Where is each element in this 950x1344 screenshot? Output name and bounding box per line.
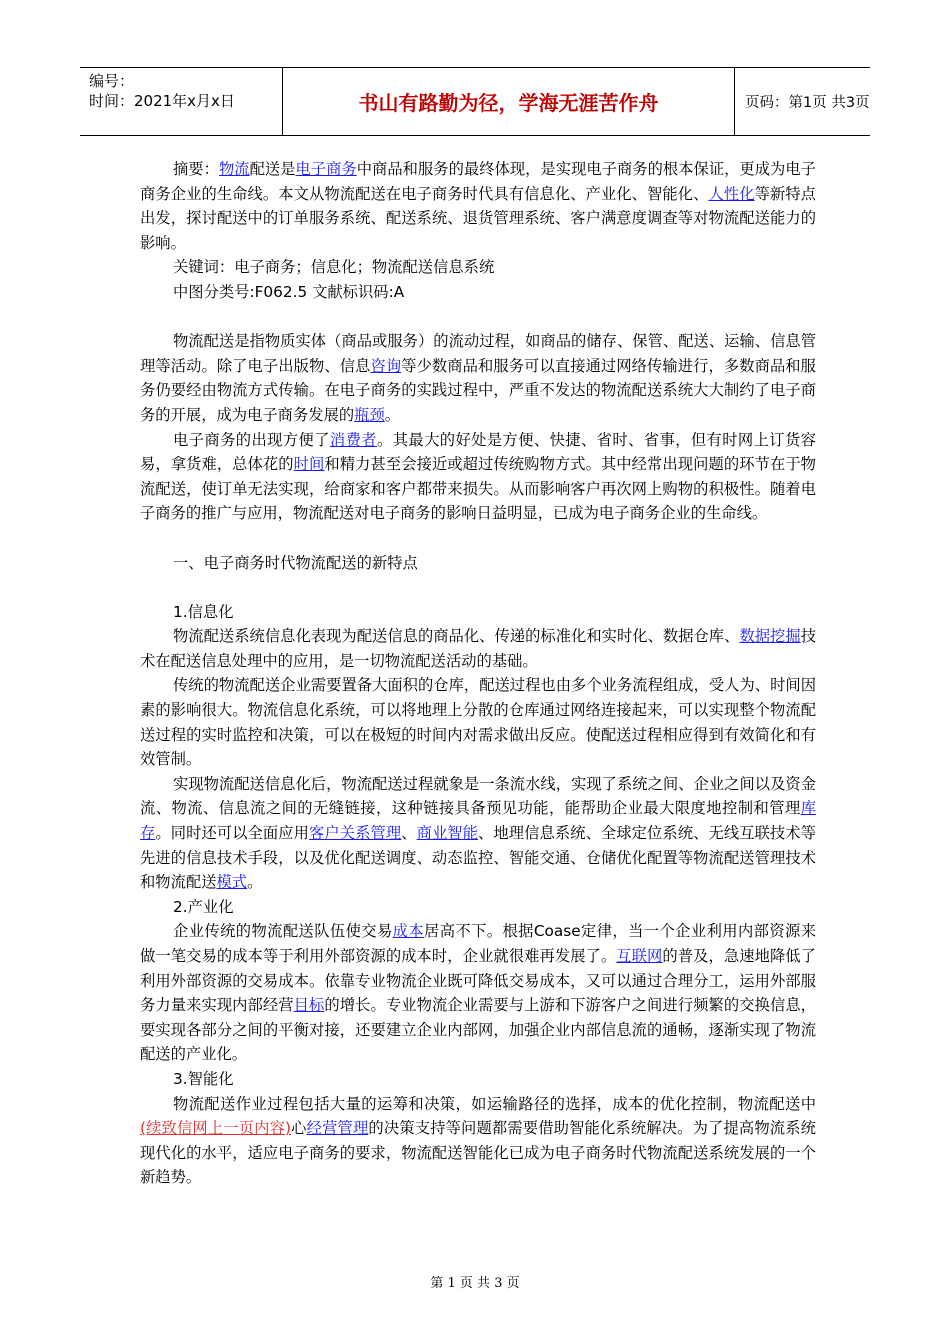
subsection-1-title: 1.信息化 [173,602,234,621]
link-inventory[interactable]: 库存 [140,799,816,843]
page-info: 页码：第1页 共3页 [745,95,870,111]
s3-paragraph-1 [140,1092,816,1190]
text: 物流配送系统信息化表现为配送信息的商品化、传递的标准化和实时化、数据仓库、 [173,627,740,646]
text: 电子商务的出现方便了 [173,430,330,449]
subsection-2-title: 2.产业化 [173,897,234,916]
text: 居高不下。根据Coase定律，当一个企业利用内部资源来做一笔交易的成本等于利用外部资源的成本时，企业就很难再发展了。 [140,922,816,965]
classification: 中图分类号:F062.5 文献标识码:A [173,282,405,301]
keywords: 关键词：电子商务；信息化；物流配送信息系统 [173,258,495,277]
time-label: 时间：2021年x月x日 [89,92,235,110]
link-humanization[interactable]: 人性化 [708,184,755,203]
link-consulting[interactable]: 咨询 [370,356,402,375]
abstract [140,157,816,255]
text: 物流配送作业过程包括大量的运筹和决策，如运输路径的选择，成本的优化控制，物流配送中 [173,1094,816,1113]
link-bi[interactable]: 商业智能 [416,824,479,843]
text: 等少数商品和服务可以直接通过网络传输进行，多数商品和服务仍要经由物流方式传输。在电子商务的实践过程中，严重不发达的物流配送系统大大制约了电子商务的开展，成为电子商务发展的 [140,356,816,424]
header-table [80,67,870,136]
text: 配送是 [249,160,296,178]
link-management[interactable]: 经营管理 [306,1119,369,1138]
header-meta [80,68,283,135]
link-cost[interactable]: 成本 [392,922,425,941]
s2-paragraph-1 [140,919,816,1067]
text: 。其最大的好处是方便、快捷、省时、省事，但有时网上订货容易，拿货难，总体花的 [140,430,816,474]
paragraph-1 [140,329,816,427]
text: 和精力甚至会接近或超过传统购物方式。其中经常出现问题的环节在于物流配送，使订单无法实现，给商家和客户都带来损失。从而影响客户再次网上购物的积极性。随着电子商务的推广与应用，物流配送对电子商务的影响日益明显，已成为电子商务企业的生命线。 [140,455,816,523]
text: 物流配送是指物质实体（商品或服务）的流动过程，如商品的储存、保管、配送、运输、信息管理等活动。除了电子出版物、信息 [140,332,816,375]
link-consumer[interactable]: 消费者 [329,430,377,449]
text: 的决策支持等问题都需要借助智能化系统解决。为了提高物流系统现代化的水平，适应电子商务的要求，物流配送智能化已成为电子商务时代物流配送系统发展的一个新趋势。 [140,1119,816,1187]
document-body [140,157,816,1190]
text: 中商品和服务的最终体现，是实现电子商务的根本保证，更成为电子商务企业的生命线。本文从物流配送在电子商务时代具有信息化、产业化、智能化、 [140,160,816,203]
link-bottleneck[interactable]: 瓶颈 [354,405,385,424]
text: 的普及，急速地降低了利用外部资源的交易成本。依靠专业物流企业既可降低交易成本，又可以通过合理分工，运用外部服务力量来实现内部经营 [140,947,816,1015]
link-logistics[interactable]: 物流 [218,160,250,178]
section-1-title: 一、电子商务时代物流配送的新特点 [173,553,418,572]
text: 等新特点出发，探讨配送中的订单服务系统、配送系统、退货管理系统、客户满意度调查等对物流配送能力的影响。 [140,184,816,252]
subsection-3-title: 3.智能化 [173,1069,234,1088]
text: 、 [401,824,417,843]
link-continue[interactable]: (续致信网上一页内容) [140,1119,292,1138]
text: 、地理信息系统、全球定位系统、无线互联技术等先进的信息技术手段，以及优化配送调度、动态监控、智能交通、仓储优化配置等物流配送管理技术和物流配送 [140,824,816,892]
text: 心 [291,1119,307,1138]
abstract-prefix: 摘要： [173,160,219,178]
paragraph-2 [140,428,816,526]
text: 。 [384,405,401,424]
text: 。同时还可以全面应用 [155,824,310,843]
link-internet[interactable]: 互联网 [616,947,663,965]
motto: 书山有路勤为径，学海无涯苦作舟 [283,68,735,135]
text: 技术在配送信息处理中的应用，是一切物流配送活动的基础。 [140,627,816,670]
number-label: 编号： [89,72,135,90]
page-footer: 第 1 页 共 3 页 [430,1276,520,1291]
text: 实现物流配送信息化后，物流配送过程就象是一条流水线，实现了系统之间、企业之间以及资金流、物流、信息流之间的无缝链接，这种链接具备预见功能，能帮助企业最大限度地控制和管理 [140,774,816,818]
link-data-mining[interactable]: 数据挖掘 [739,627,801,646]
link-ecommerce[interactable]: 电子商务 [295,160,357,178]
s1-paragraph-2: 传统的物流配送企业需要置备大面积的仓库，配送过程也由多个业务流程组成，受人为、时间因素的影响很大。物流信息化系统，可以将地理上分散的仓库通过网络连接起来，可以实现整个物流配送过程的实时监控和决策，可以在极短的时间内对需求做出反应。使配送过程相应得到有效简化和有效管制。 [140,676,816,769]
link-goal[interactable]: 目标 [293,996,325,1015]
s1-paragraph-3 [140,772,816,895]
link-time[interactable]: 时间 [293,455,325,474]
s1-paragraph-1 [140,624,816,673]
text: 的增长。专业物流企业需要与上游和下游客户之间进行频繁的交换信息，要实现各部分之间的平衡对接，还要建立企业内部网，加强企业内部信息流的通畅，逐渐实现了物流配送的产业化。 [140,996,816,1064]
link-crm[interactable]: 客户关系管理 [309,824,402,843]
text: 企业传统的物流配送队伍使交易 [173,922,393,941]
text: 。 [247,873,263,892]
link-mode[interactable]: 模式 [216,873,248,892]
